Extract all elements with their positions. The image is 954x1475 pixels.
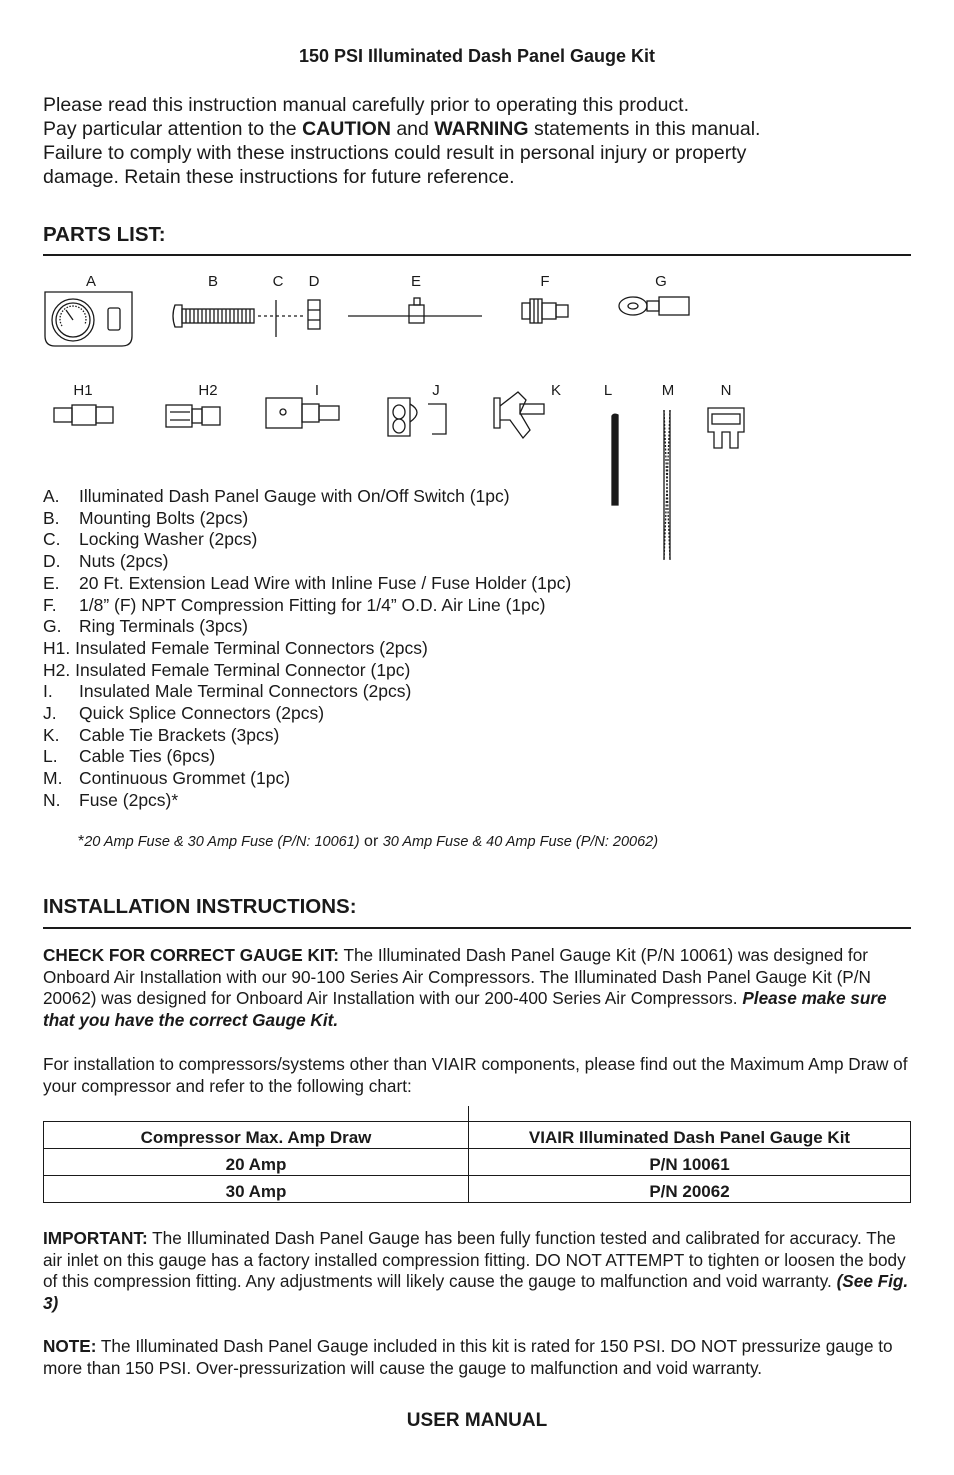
part-label-k: K: [550, 382, 562, 399]
part-label-f: F: [540, 273, 550, 290]
parts-list: [43, 486, 663, 812]
mounting-bolt-drawing: [173, 305, 254, 327]
part-label-h1: H1: [73, 382, 93, 399]
note-label: NOTE:: [43, 1336, 97, 1356]
fuse-drawing: [708, 408, 744, 448]
continuous-grommet-drawing: [664, 410, 670, 560]
list-item: H2. Insulated Female Terminal Connector (1pc): [43, 659, 411, 680]
part-label-a: A: [85, 273, 97, 290]
check-kit-label: CHECK FOR CORRECT GAUGE KIT:: [43, 945, 340, 965]
intro-line: Failure to comply with these instructions could result in personal injury or property: [43, 142, 747, 164]
warning-word: WARNING: [434, 118, 529, 140]
table-row: [44, 1176, 911, 1203]
intro-line: Pay particular attention to the CAUTION and WARNING statements in this manual.: [43, 118, 761, 140]
female-terminal-h2-drawing: [166, 405, 220, 427]
part-label-j: J: [432, 382, 440, 399]
ring-terminal-drawing: [619, 297, 689, 315]
list-item: E. 20 Ft. Extension Lead Wire with Inline Fuse / Fuse Holder (1pc): [43, 572, 572, 593]
part-label-b: B: [207, 273, 219, 290]
part-label-m: M: [661, 382, 675, 399]
intro-line: Please read this instruction manual carefully prior to operating this product.: [43, 94, 690, 116]
table-cell: 20 Amp: [44, 1149, 469, 1176]
part-label-c: C: [272, 273, 284, 290]
list-item: H1. Insulated Female Terminal Connectors (2pcs): [43, 637, 428, 658]
list-item: A. Illuminated Dash Panel Gauge with On/Off Switch (1pc): [43, 486, 510, 506]
list-item: B. Mounting Bolts (2pcs): [43, 507, 249, 528]
list-item: M. Continuous Grommet (1pc): [43, 768, 291, 789]
list-item: G. Ring Terminals (3pcs): [43, 616, 248, 637]
check-kit-paragraph: CHECK FOR CORRECT GAUGE KIT: The Illuminated Dash Panel Gauge Kit (P/N 10061) was designed for Onboard Air Installation with our 90-100 Series Air Compressors. The Illuminated Dash Panel Gauge Kit (P/N 20062) was designed for Onboard Air Installation with our 200-400 Series Air Compressors. Please make sure that you have the correct Gauge Kit.: [43, 945, 887, 1030]
part-label-i: I: [314, 382, 320, 399]
important-label: IMPORTANT:: [43, 1228, 148, 1248]
table-header-cell: Compressor Max. Amp Draw: [44, 1122, 469, 1149]
female-terminal-h1-drawing: [54, 405, 113, 425]
table-cell: 30 Amp: [44, 1176, 469, 1203]
quick-splice-connector-drawing: [388, 398, 446, 436]
table-cell: P/N 10061: [469, 1149, 911, 1176]
see-figure-reference: (See Fig. 3): [43, 1271, 909, 1313]
installation-heading: INSTALLATION INSTRUCTIONS:: [43, 895, 357, 918]
table-header-cell: VIAIR Illuminated Dash Panel Gauge Kit: [469, 1122, 911, 1149]
list-item: I. Insulated Male Terminal Connectors (2pcs): [43, 681, 412, 702]
fuse-footnote: *20 Amp Fuse & 30 Amp Fuse (P/N: 10061) or 30 Amp Fuse & 40 Amp Fuse (P/N: 20062): [78, 833, 659, 850]
parts-list-heading: PARTS LIST:: [43, 223, 166, 246]
divider: [43, 927, 911, 929]
page-footer: USER MANUAL: [406, 1410, 548, 1431]
table-row: [44, 1149, 911, 1176]
list-item: K. Cable Tie Brackets (3pcs): [43, 724, 280, 745]
part-label-l: L: [603, 382, 613, 399]
table-header-row: [44, 1122, 911, 1149]
note-paragraph: NOTE: The Illuminated Dash Panel Gauge included in this kit is rated for 150 PSI. DO NOT pressurize gauge to more than 150 PSI. Over-pressurization will cause the gauge to malfunction and void warranty.: [43, 1336, 893, 1378]
list-item: D. Nuts (2pcs): [43, 551, 169, 572]
list-item: L. Cable Ties (6pcs): [43, 746, 216, 767]
part-label-d: D: [308, 273, 320, 290]
amp-draw-chart: [43, 1121, 911, 1203]
cable-tie-bracket-drawing: [494, 392, 544, 438]
locking-washer-drawing: [258, 300, 306, 337]
nut-drawing: [308, 300, 320, 329]
male-terminal-drawing: [266, 398, 339, 428]
other-install-paragraph: For installation to compressors/systems other than VIAIR components, please find out the Maximum Amp Draw of your compressor and refer to the following chart:: [43, 1054, 908, 1096]
gauge-with-switch-drawing: [45, 292, 132, 346]
list-item: J. Quick Splice Connectors (2pcs): [43, 703, 325, 724]
compression-fitting-drawing: [522, 299, 568, 323]
document-title: 150 PSI Illuminated Dash Panel Gauge Kit: [298, 46, 656, 66]
extension-lead-wire-drawing: [348, 298, 482, 323]
intro-line: damage. Retain these instructions for future reference.: [43, 166, 515, 188]
table-cell: P/N 20062: [469, 1176, 911, 1203]
part-label-e: E: [410, 273, 422, 290]
caution-word: CAUTION: [302, 118, 391, 140]
important-paragraph: IMPORTANT: The Illuminated Dash Panel Gauge has been fully function tested and calibrated for accuracy. The air inlet on this gauge has a factory installed compression fitting. DO NOT ATTEMPT to tighten or loosen the body of this compression fitting. Any adjustments will likely cause the gauge to malfunction and void warranty. (See Fig. 3): [43, 1228, 909, 1313]
part-label-g: G: [655, 273, 667, 290]
chart-divider-tick: [468, 1106, 469, 1121]
check-kit-emphasis: Please make sure that you have the correct Gauge Kit.: [43, 988, 887, 1030]
part-label-h2: H2: [198, 382, 218, 399]
part-label-n: N: [720, 382, 732, 399]
list-item: C. Locking Washer (2pcs): [43, 529, 258, 550]
list-item: N. Fuse (2pcs)*: [43, 789, 179, 810]
list-item: F. 1/8” (F) NPT Compression Fitting for 1/4” O.D. Air Line (1pc): [43, 594, 546, 615]
